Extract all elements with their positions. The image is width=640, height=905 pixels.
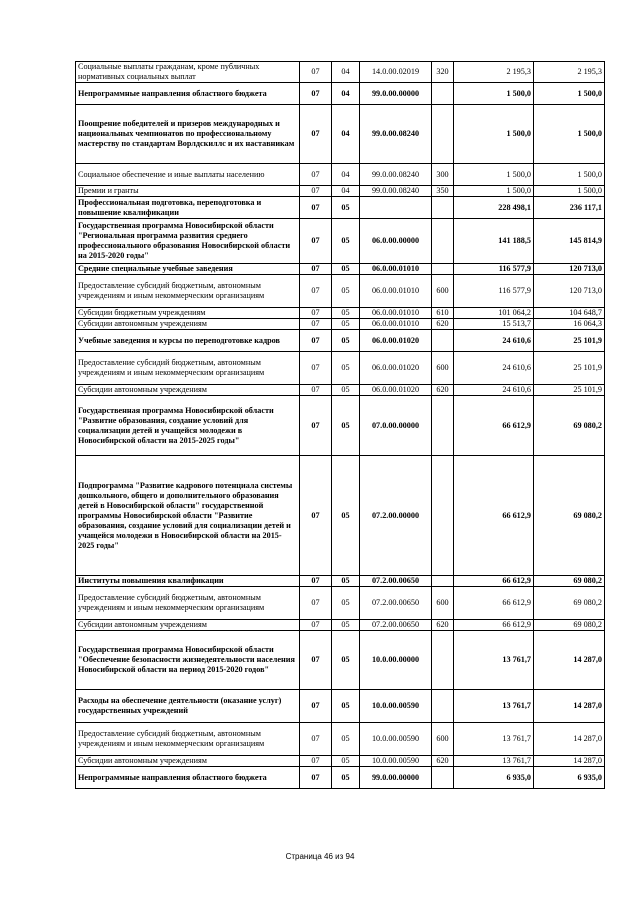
row-name: Расходы на обеспечение деятельности (оказание услуг) государственных учреждений bbox=[76, 690, 300, 723]
row-expense-type bbox=[432, 105, 454, 164]
row-amount-year2: 16 064,3 bbox=[534, 319, 605, 330]
row-amount-year2: 69 080,2 bbox=[534, 587, 605, 620]
row-amount-year2: 25 101,9 bbox=[534, 385, 605, 396]
table-row bbox=[76, 631, 605, 690]
row-expense-type: 600 bbox=[432, 275, 454, 308]
row-amount-year1: 116 577,9 bbox=[454, 264, 534, 275]
row-name: Институты повышения квалификации bbox=[76, 576, 300, 587]
row-section: 07 bbox=[300, 396, 332, 456]
table-row bbox=[76, 620, 605, 631]
row-section: 07 bbox=[300, 690, 332, 723]
row-amount-year1: 6 935,0 bbox=[454, 767, 534, 789]
row-amount-year1: 13 761,7 bbox=[454, 756, 534, 767]
row-subsection: 05 bbox=[332, 275, 360, 308]
table-row bbox=[76, 186, 605, 197]
row-amount-year1: 66 612,9 bbox=[454, 587, 534, 620]
table-row bbox=[76, 352, 605, 385]
row-subsection: 05 bbox=[332, 690, 360, 723]
table-row bbox=[76, 197, 605, 219]
row-section: 07 bbox=[300, 330, 332, 352]
row-target-item: 99.0.00.08240 bbox=[360, 105, 432, 164]
row-target-item: 06.0.00.00000 bbox=[360, 219, 432, 264]
row-subsection: 04 bbox=[332, 105, 360, 164]
row-subsection: 05 bbox=[332, 352, 360, 385]
row-expense-type bbox=[432, 690, 454, 723]
row-expense-type bbox=[432, 330, 454, 352]
row-amount-year2: 120 713,0 bbox=[534, 275, 605, 308]
row-section: 07 bbox=[300, 576, 332, 587]
row-expense-type bbox=[432, 396, 454, 456]
row-amount-year2: 69 080,2 bbox=[534, 396, 605, 456]
row-expense-type: 350 bbox=[432, 186, 454, 197]
page-number: Страница 46 из 94 bbox=[285, 852, 355, 861]
row-target-item: 14.0.00.02019 bbox=[360, 62, 432, 83]
row-expense-type: 620 bbox=[432, 319, 454, 330]
row-target-item: 10.0.00.00000 bbox=[360, 631, 432, 690]
row-amount-year2: 145 814,9 bbox=[534, 219, 605, 264]
table-row bbox=[76, 396, 605, 456]
row-subsection: 05 bbox=[332, 330, 360, 352]
table-row bbox=[76, 105, 605, 164]
row-amount-year1: 13 761,7 bbox=[454, 723, 534, 756]
row-name: Непрограммные направления областного бюджета bbox=[76, 767, 300, 789]
row-expense-type: 600 bbox=[432, 587, 454, 620]
row-amount-year1: 66 612,9 bbox=[454, 576, 534, 587]
row-name: Субсидии автономным учреждениям bbox=[76, 385, 300, 396]
row-amount-year2: 25 101,9 bbox=[534, 352, 605, 385]
row-target-item: 07.2.00.00650 bbox=[360, 576, 432, 587]
row-expense-type bbox=[432, 456, 454, 576]
row-amount-year2: 69 080,2 bbox=[534, 456, 605, 576]
table-row bbox=[76, 264, 605, 275]
row-amount-year1: 101 064,2 bbox=[454, 308, 534, 319]
row-name: Субсидии бюджетным учреждениям bbox=[76, 308, 300, 319]
row-amount-year2: 1 500,0 bbox=[534, 164, 605, 186]
row-subsection: 04 bbox=[332, 62, 360, 83]
row-amount-year1: 24 610,6 bbox=[454, 330, 534, 352]
row-target-item: 10.0.00.00590 bbox=[360, 756, 432, 767]
row-amount-year1: 13 761,7 bbox=[454, 690, 534, 723]
row-subsection: 04 bbox=[332, 83, 360, 105]
row-amount-year2: 14 287,0 bbox=[534, 690, 605, 723]
table-row bbox=[76, 164, 605, 186]
row-name: Социальные выплаты гражданам, кроме публичных нормативных социальных выплат bbox=[76, 62, 300, 83]
row-subsection: 05 bbox=[332, 767, 360, 789]
row-section: 07 bbox=[300, 197, 332, 219]
row-target-item: 06.0.00.01020 bbox=[360, 330, 432, 352]
row-amount-year2: 25 101,9 bbox=[534, 330, 605, 352]
row-name: Субсидии автономным учреждениям bbox=[76, 620, 300, 631]
row-expense-type: 620 bbox=[432, 385, 454, 396]
row-section: 07 bbox=[300, 456, 332, 576]
row-section: 07 bbox=[300, 723, 332, 756]
row-target-item: 07.0.00.00000 bbox=[360, 396, 432, 456]
table-row bbox=[76, 723, 605, 756]
row-subsection: 05 bbox=[332, 620, 360, 631]
row-name: Государственная программа Новосибирской области "Региональная программа развития среднего профессионального образования Новосибирской области на 2015-2020 годы" bbox=[76, 219, 300, 264]
row-name: Государственная программа Новосибирской области "Обеспечение безопасности жизнедеятельности населения Новосибирской области на период 2015-2020 годов" bbox=[76, 631, 300, 690]
row-subsection: 05 bbox=[332, 319, 360, 330]
row-section: 07 bbox=[300, 352, 332, 385]
row-target-item bbox=[360, 197, 432, 219]
row-section: 07 bbox=[300, 186, 332, 197]
row-amount-year1: 24 610,6 bbox=[454, 385, 534, 396]
row-expense-type: 600 bbox=[432, 352, 454, 385]
row-subsection: 05 bbox=[332, 587, 360, 620]
table-row bbox=[76, 219, 605, 264]
row-amount-year2: 69 080,2 bbox=[534, 620, 605, 631]
row-target-item: 07.2.00.00650 bbox=[360, 620, 432, 631]
row-name: Подпрограмма "Развитие кадрового потенциала системы дошкольного, общего и дополнительного образования детей в Новосибирской области" государственной программы Новосибирской области "Развитие образования, создание условий для социализации детей и учащейся молодежи в Новосибирской области на 2015-2025 годы" bbox=[76, 456, 300, 576]
row-target-item: 10.0.00.00590 bbox=[360, 690, 432, 723]
row-expense-type bbox=[432, 631, 454, 690]
row-subsection: 05 bbox=[332, 197, 360, 219]
table-row bbox=[76, 319, 605, 330]
row-amount-year1: 228 498,1 bbox=[454, 197, 534, 219]
table-row bbox=[76, 456, 605, 576]
row-subsection: 05 bbox=[332, 219, 360, 264]
table-body bbox=[76, 62, 605, 789]
row-section: 07 bbox=[300, 385, 332, 396]
row-target-item: 06.0.00.01020 bbox=[360, 385, 432, 396]
row-amount-year2: 1 500,0 bbox=[534, 83, 605, 105]
row-amount-year2: 120 713,0 bbox=[534, 264, 605, 275]
row-amount-year2: 14 287,0 bbox=[534, 723, 605, 756]
row-expense-type: 620 bbox=[432, 756, 454, 767]
row-subsection: 05 bbox=[332, 723, 360, 756]
row-expense-type: 600 bbox=[432, 723, 454, 756]
row-expense-type bbox=[432, 197, 454, 219]
row-name: Профессиональная подготовка, переподготовка и повышение квалификации bbox=[76, 197, 300, 219]
row-name: Поощрение победителей и призеров международных и национальных чемпионатов по профессиональному мастерству по стандартам Ворлдскиллс и их наставникам bbox=[76, 105, 300, 164]
row-expense-type bbox=[432, 264, 454, 275]
row-subsection: 05 bbox=[332, 456, 360, 576]
row-name: Социальное обеспечение и иные выплаты населению bbox=[76, 164, 300, 186]
row-target-item: 99.0.00.08240 bbox=[360, 186, 432, 197]
row-expense-type: 300 bbox=[432, 164, 454, 186]
row-amount-year2: 236 117,1 bbox=[534, 197, 605, 219]
row-expense-type bbox=[432, 767, 454, 789]
row-subsection: 05 bbox=[332, 308, 360, 319]
table-row bbox=[76, 83, 605, 105]
row-subsection: 05 bbox=[332, 576, 360, 587]
table-row bbox=[76, 308, 605, 319]
row-section: 07 bbox=[300, 620, 332, 631]
row-amount-year1: 1 500,0 bbox=[454, 105, 534, 164]
row-name: Предоставление субсидий бюджетным, автономным учреждениям и иным некоммерческим организациям bbox=[76, 352, 300, 385]
row-section: 07 bbox=[300, 164, 332, 186]
row-target-item: 99.0.00.00000 bbox=[360, 767, 432, 789]
table-row bbox=[76, 330, 605, 352]
row-expense-type bbox=[432, 83, 454, 105]
row-subsection: 05 bbox=[332, 756, 360, 767]
row-name: Непрограммные направления областного бюджета bbox=[76, 83, 300, 105]
row-amount-year1: 24 610,6 bbox=[454, 352, 534, 385]
table-row bbox=[76, 385, 605, 396]
row-name: Предоставление субсидий бюджетным, автономным учреждениям и иным некоммерческим организациям bbox=[76, 723, 300, 756]
row-amount-year1: 116 577,9 bbox=[454, 275, 534, 308]
row-amount-year2: 2 195,3 bbox=[534, 62, 605, 83]
row-subsection: 05 bbox=[332, 385, 360, 396]
row-target-item: 06.0.00.01010 bbox=[360, 308, 432, 319]
row-target-item: 10.0.00.00590 bbox=[360, 723, 432, 756]
row-name: Государственная программа Новосибирской области "Развитие образования, создание условий для социализации детей и учащейся молодежи в Новосибирской области на 2015-2025 годы" bbox=[76, 396, 300, 456]
row-section: 07 bbox=[300, 319, 332, 330]
row-amount-year1: 1 500,0 bbox=[454, 186, 534, 197]
table-row bbox=[76, 767, 605, 789]
table-row bbox=[76, 756, 605, 767]
row-target-item: 06.0.00.01010 bbox=[360, 264, 432, 275]
table-row bbox=[76, 587, 605, 620]
row-target-item: 06.0.00.01020 bbox=[360, 352, 432, 385]
row-expense-type: 320 bbox=[432, 62, 454, 83]
row-amount-year2: 69 080,2 bbox=[534, 576, 605, 587]
row-section: 07 bbox=[300, 264, 332, 275]
row-target-item: 06.0.00.01010 bbox=[360, 319, 432, 330]
row-amount-year2: 14 287,0 bbox=[534, 756, 605, 767]
row-amount-year1: 15 513,7 bbox=[454, 319, 534, 330]
row-name: Премии и гранты bbox=[76, 186, 300, 197]
row-section: 07 bbox=[300, 308, 332, 319]
row-amount-year1: 141 188,5 bbox=[454, 219, 534, 264]
row-name: Предоставление субсидий бюджетным, автономным учреждениям и иным некоммерческим организациям bbox=[76, 587, 300, 620]
table-row bbox=[76, 690, 605, 723]
row-expense-type: 610 bbox=[432, 308, 454, 319]
row-amount-year1: 13 761,7 bbox=[454, 631, 534, 690]
row-name: Учебные заведения и курсы по переподготовке кадров bbox=[76, 330, 300, 352]
row-amount-year2: 6 935,0 bbox=[534, 767, 605, 789]
table-row bbox=[76, 62, 605, 83]
row-amount-year2: 1 500,0 bbox=[534, 105, 605, 164]
row-amount-year1: 66 612,9 bbox=[454, 456, 534, 576]
row-section: 07 bbox=[300, 631, 332, 690]
row-target-item: 07.2.00.00000 bbox=[360, 456, 432, 576]
row-section: 07 bbox=[300, 587, 332, 620]
row-name: Субсидии автономным учреждениям bbox=[76, 756, 300, 767]
row-name: Предоставление субсидий бюджетным, автономным учреждениям и иным некоммерческим организациям bbox=[76, 275, 300, 308]
row-name: Средние специальные учебные заведения bbox=[76, 264, 300, 275]
row-target-item: 07.2.00.00650 bbox=[360, 587, 432, 620]
row-amount-year1: 1 500,0 bbox=[454, 83, 534, 105]
budget-table bbox=[75, 61, 605, 789]
row-amount-year1: 2 195,3 bbox=[454, 62, 534, 83]
row-section: 07 bbox=[300, 219, 332, 264]
row-expense-type bbox=[432, 576, 454, 587]
row-subsection: 05 bbox=[332, 264, 360, 275]
row-amount-year2: 1 500,0 bbox=[534, 186, 605, 197]
row-subsection: 04 bbox=[332, 164, 360, 186]
row-subsection: 04 bbox=[332, 186, 360, 197]
row-section: 07 bbox=[300, 105, 332, 164]
row-section: 07 bbox=[300, 275, 332, 308]
row-amount-year1: 1 500,0 bbox=[454, 164, 534, 186]
row-section: 07 bbox=[300, 62, 332, 83]
row-section: 07 bbox=[300, 756, 332, 767]
row-subsection: 05 bbox=[332, 631, 360, 690]
table-row bbox=[76, 275, 605, 308]
row-amount-year1: 66 612,9 bbox=[454, 620, 534, 631]
row-target-item: 99.0.00.08240 bbox=[360, 164, 432, 186]
row-expense-type: 620 bbox=[432, 620, 454, 631]
row-section: 07 bbox=[300, 767, 332, 789]
row-amount-year2: 104 648,7 bbox=[534, 308, 605, 319]
row-subsection: 05 bbox=[332, 396, 360, 456]
table-row bbox=[76, 576, 605, 587]
row-amount-year1: 66 612,9 bbox=[454, 396, 534, 456]
row-target-item: 06.0.00.01010 bbox=[360, 275, 432, 308]
row-expense-type bbox=[432, 219, 454, 264]
row-section: 07 bbox=[300, 83, 332, 105]
row-target-item: 99.0.00.00000 bbox=[360, 83, 432, 105]
row-amount-year2: 14 287,0 bbox=[534, 631, 605, 690]
row-name: Субсидии автономным учреждениям bbox=[76, 319, 300, 330]
